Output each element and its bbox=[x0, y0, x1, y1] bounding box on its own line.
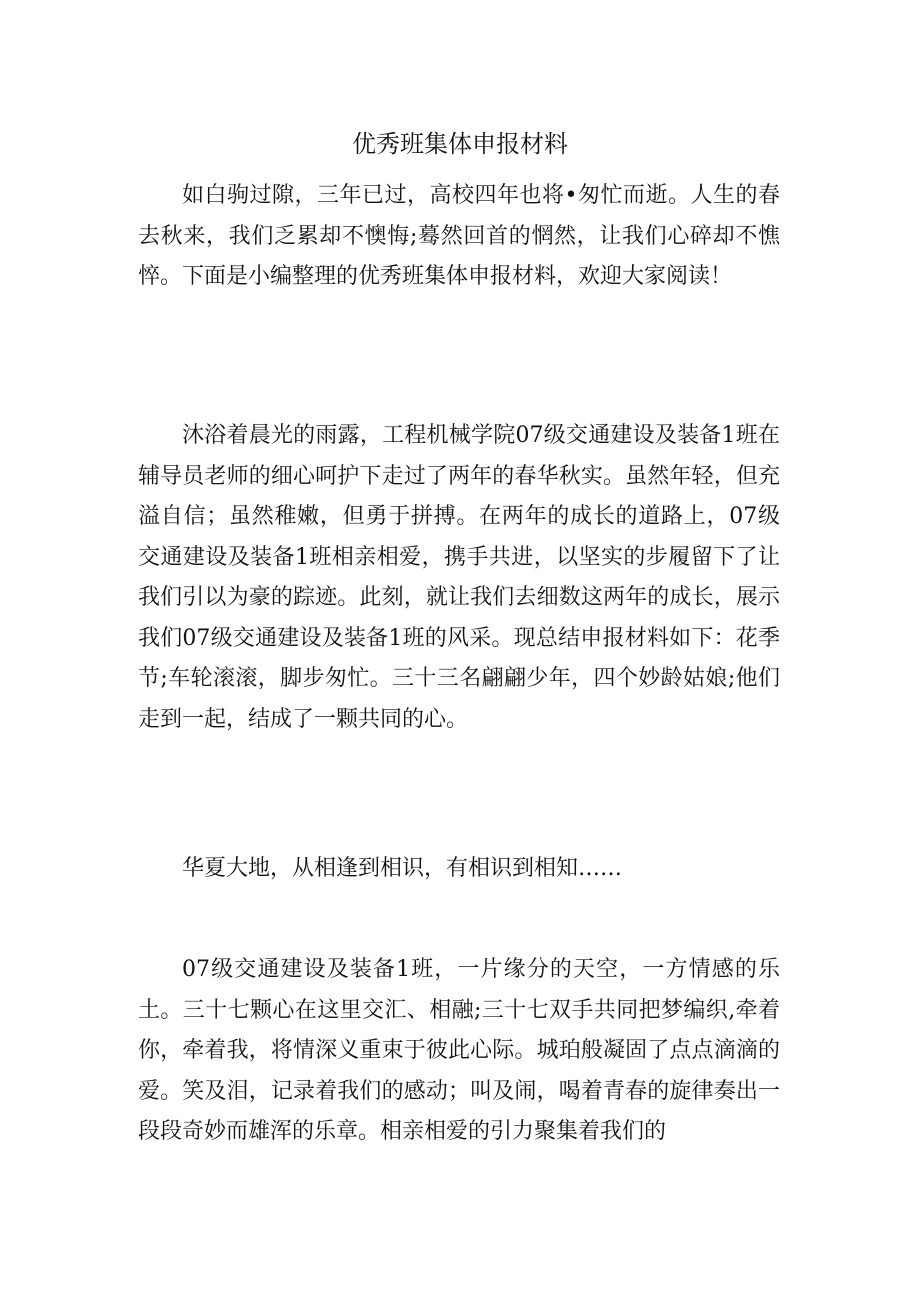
paragraph-intro: 如白驹过隙，三年已过，高校四年也将•匆忙而逝。人生的春去秋来，我们乏累却不懊悔;蓦然回首的惘然，让我们心碎却不憔悴。下面是小编整理的优秀班集体申报材料，欢迎大家阅读！ bbox=[138, 183, 780, 289]
document-title: 优秀班集体申报材料 bbox=[352, 130, 568, 158]
paragraph-class-sky: 07级交通建设及装备1班，一片缘分的天空，一方情感的乐土。三十七颗心在这里交汇、相融;三十七双手共同把梦编织,牵着你，牵着我，将情深义重束于彼此心际。城珀般凝固了点点滴滴的爱。笑及泪，记录着我们的感动；叫及闹，喝着青春的旋律奏出一段段奇妙而雄浑的乐章。相亲相爱的引力聚集着我们的 bbox=[138, 957, 780, 1144]
paragraph-class-growth: 沐浴着晨光的雨露，工程机械学院07级交通建设及装备1班在辅导员老师的细心呵护下走过了两年的春华秋实。虽然年轻，但充溢自信；虽然稚嫩，但勇于拼搏。在两年的成长的道路上，07级交通建设及装备1班相亲相爱，携手共进，以坚实的步履留下了让我们引以为豪的踪迹。此刻，就让我们去细数这两年的成长，展示我们07级交通建设及装备1班的风采。现总结申报材料如下：花季节;车轮滚滚，脚步匆忙。三十三名翩翩少年，四个妙龄姑娘;他们走到一起，结成了一颗共同的心。 bbox=[138, 423, 780, 732]
paragraph-huaxia: 华夏大地，从相逢到相识，有相识到相知…… bbox=[182, 856, 623, 881]
